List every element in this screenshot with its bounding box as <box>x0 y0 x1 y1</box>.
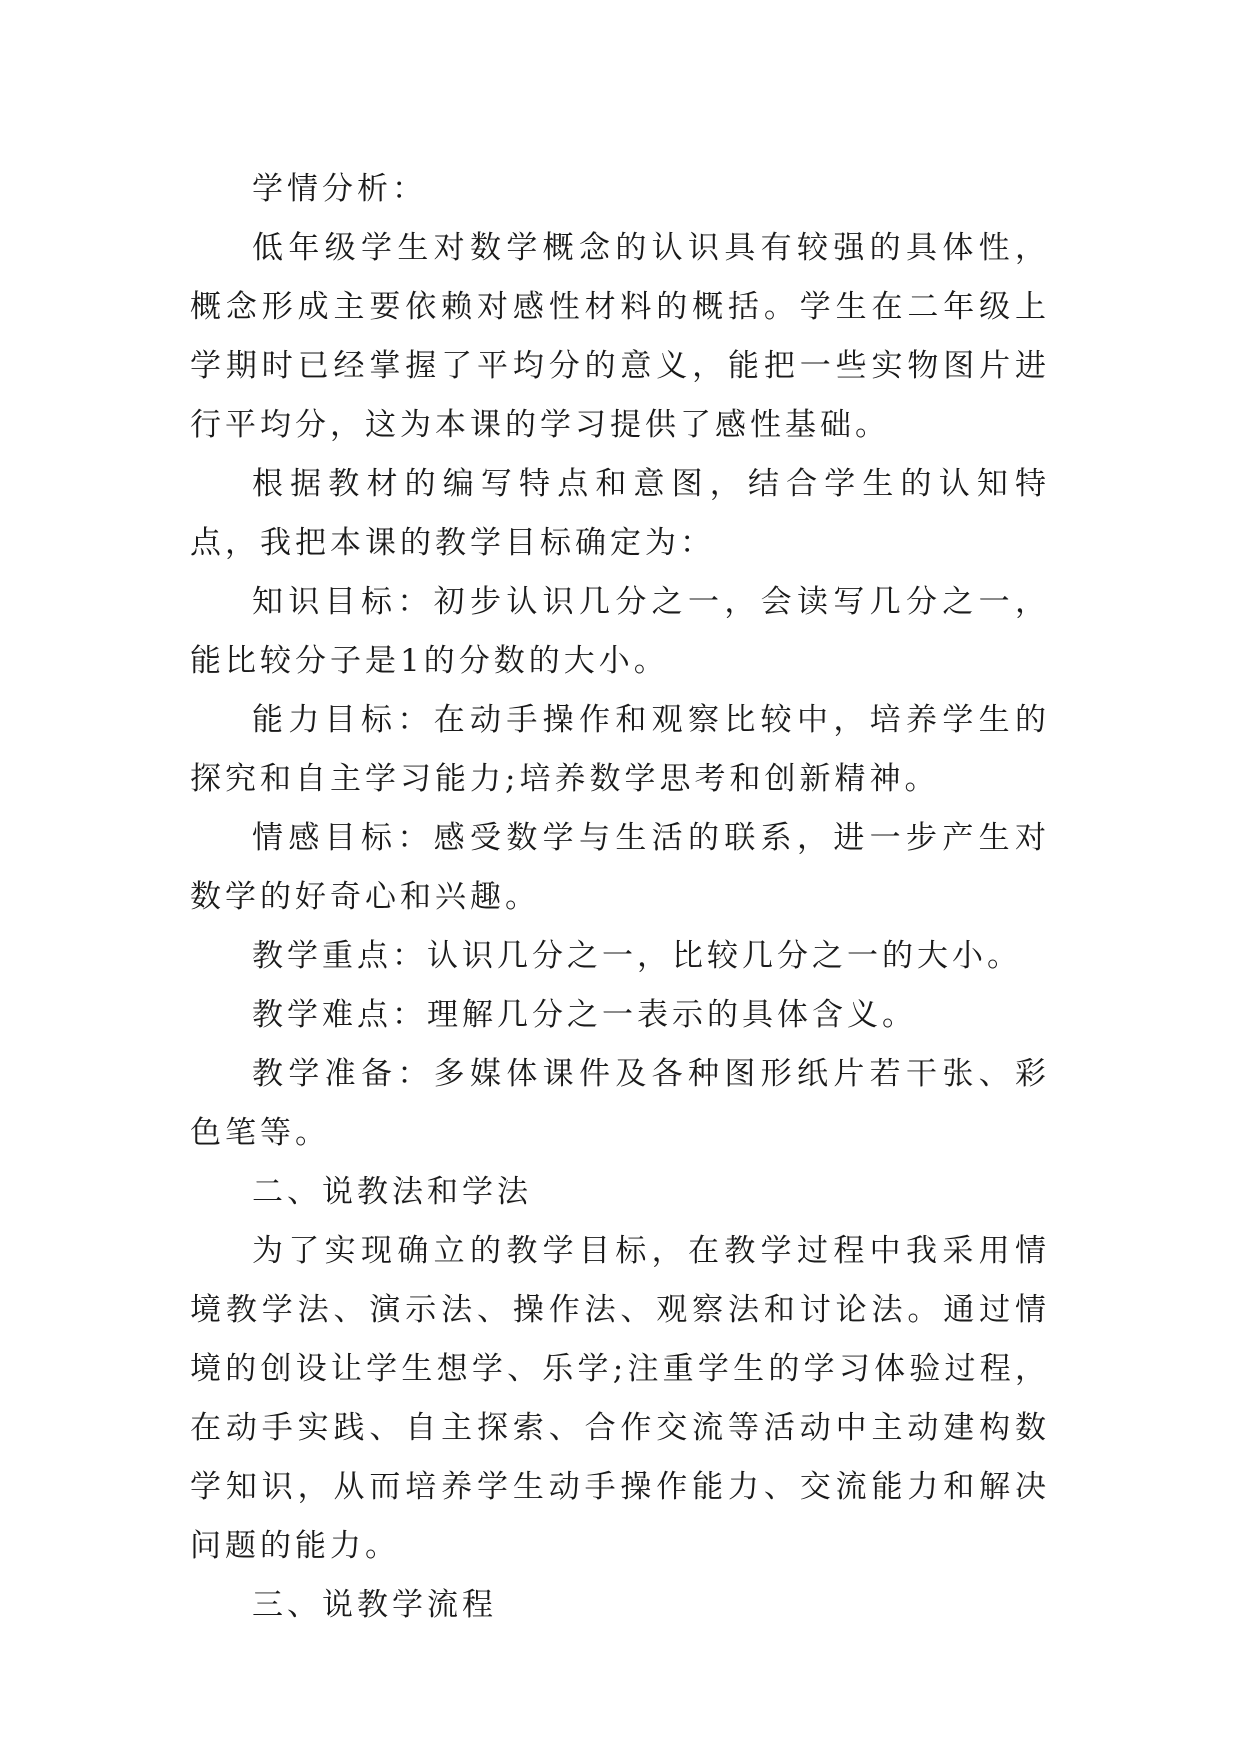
document-body <box>190 160 1050 1635</box>
paragraph-preparation: 教学准备：多媒体课件及各种图形纸片若干张、彩色笔等。 <box>190 1056 1050 1151</box>
heading-student-analysis: 学情分析： <box>252 171 427 207</box>
paragraph-emotion-goal: 情感目标：感受数学与生活的联系，进一步产生对数学的好奇心和兴趣。 <box>190 820 1050 915</box>
paragraph-student-analysis: 低年级学生对数学概念的认识具有较强的具体性，概念形成主要依赖对感性材料的概括。学生在二年级上学期时已经掌握了平均分的意义，能把一些实物图片进行平均分，这为本课的学习提供了感性基础。 <box>190 230 1050 443</box>
heading-teaching-methods: 二、说教法和学法 <box>252 1174 532 1210</box>
paragraph-teaching-goals-intro: 根据教材的编写特点和意图，结合学生的认知特点，我把本课的教学目标确定为： <box>190 466 1050 561</box>
paragraph-difficult-point: 教学难点：理解几分之一表示的具体含义。 <box>252 997 917 1033</box>
paragraph-teaching-methods: 为了实现确立的教学目标，在教学过程中我采用情境教学法、演示法、操作法、观察法和讨论法。通过情境的创设让学生想学、乐学;注重学生的学习体验过程，在动手实践、自主探索、合作交流等活动中主动建构数学知识，从而培养学生动手操作能力、交流能力和解决问题的能力。 <box>190 1233 1050 1564</box>
heading-teaching-process: 三、说教学流程 <box>252 1587 497 1623</box>
paragraph-key-point: 教学重点：认识几分之一，比较几分之一的大小。 <box>252 938 1022 974</box>
paragraph-ability-goal: 能力目标：在动手操作和观察比较中，培养学生的探究和自主学习能力;培养数学思考和创新精神。 <box>190 702 1050 797</box>
paragraph-knowledge-goal: 知识目标：初步认识几分之一，会读写几分之一，能比较分子是1的分数的大小。 <box>190 584 1050 679</box>
